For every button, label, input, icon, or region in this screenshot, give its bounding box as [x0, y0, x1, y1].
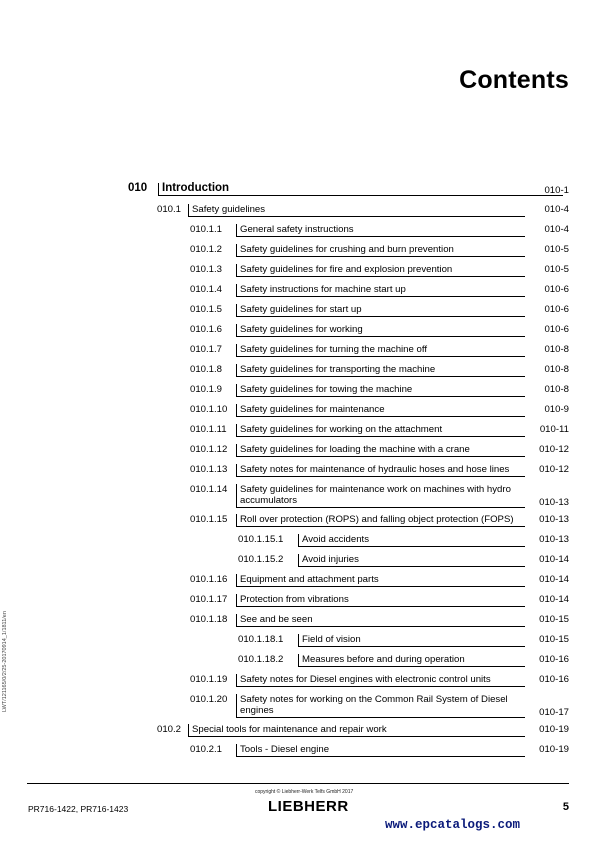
- model-numbers: PR716-1422, PR716-1423: [28, 804, 129, 814]
- toc-entry-number: 010.1.20: [190, 694, 228, 705]
- toc-entry-number: 010.1.15.1: [238, 534, 284, 545]
- toc-entry-number: 010.1: [157, 204, 182, 215]
- watermark-link[interactable]: www.epcatalogs.com: [385, 818, 521, 832]
- toc-entry-number: 010.1.18: [190, 614, 228, 625]
- toc-entry-page: 010-19: [539, 724, 569, 735]
- toc-entry-page: 010-8: [544, 384, 569, 395]
- toc-entry-number: 010.1.5: [190, 304, 223, 315]
- toc-entry-page: 010-16: [539, 654, 569, 665]
- toc-entry-label: Tools - Diesel engine: [236, 744, 525, 757]
- toc-entry-page: 010-17: [539, 707, 569, 718]
- toc-entry-label: Safety notes for working on the Common Rail System of Diesel engines: [236, 694, 525, 718]
- toc-entry-page: 010-13: [539, 514, 569, 525]
- toc-chapter-label: Introduction: [158, 183, 563, 196]
- toc-entry-page: 010-14: [539, 574, 569, 585]
- toc-entry-label: Equipment and attachment parts: [236, 574, 525, 587]
- toc-entry-number: 010.1.17: [190, 594, 228, 605]
- toc-entry-number: 010.2: [157, 724, 182, 735]
- toc-entry-number: 010.1.18.2: [238, 654, 284, 665]
- toc-entry-page: 010-4: [544, 204, 569, 215]
- toc-entry-label: Safety guidelines for fire and explosion prevention: [236, 264, 525, 277]
- toc-entry-label: Protection from vibrations: [236, 594, 525, 607]
- toc-entry-page: 010-4: [544, 224, 569, 235]
- brand-logo: LIEBHERR: [268, 798, 349, 815]
- toc-entry-number: 010.1.18.1: [238, 634, 284, 645]
- toc-entry-page: 010-19: [539, 744, 569, 755]
- toc-entry-page: 010-12: [539, 464, 569, 475]
- toc-entry-label: Safety guidelines for transporting the machine: [236, 364, 525, 377]
- toc-entry-number: 010.1.13: [190, 464, 228, 475]
- footer-divider: [27, 783, 569, 784]
- toc-entry-label: General safety instructions: [236, 224, 525, 237]
- toc-entry-label: Safety instructions for machine start up: [236, 284, 525, 297]
- toc-entry-number: 010.1.2: [190, 244, 223, 255]
- toc-entry-page: 010-6: [544, 284, 569, 295]
- toc-entry-number: 010.1.11: [190, 424, 227, 435]
- toc-entry-label: Safety guidelines for working: [236, 324, 525, 337]
- toc-entry-number: 010.1.9: [190, 384, 223, 395]
- toc-entry-page: 010-6: [544, 324, 569, 335]
- toc-entry-number: 010.1.14: [190, 484, 228, 495]
- toc-chapter-number: 010: [128, 182, 148, 194]
- toc-entry-page: 010-15: [539, 634, 569, 645]
- toc-entry-label: Avoid injuries: [298, 554, 525, 567]
- toc-entry-label: Safety guidelines for loading the machine with a crane: [236, 444, 525, 457]
- toc-entry-label: Safety guidelines for maintenance: [236, 404, 525, 417]
- toc-entry-page: 010-8: [544, 364, 569, 375]
- toc-entry-number: 010.1.15.2: [238, 554, 284, 565]
- toc-entry-page: 010-11: [539, 424, 569, 435]
- document-code: LWT/121165/0/2/25-20170914_1/1811/en: [2, 611, 8, 712]
- toc-entry-label: Avoid accidents: [298, 534, 525, 547]
- toc-entry-number: 010.1.8: [190, 364, 223, 375]
- toc-entry-page: 010-15: [539, 614, 569, 625]
- toc-entry-label: Safety guidelines for maintenance work on machines with hydro accumulators: [236, 484, 525, 508]
- toc-entry-label: Safety guidelines for start up: [236, 304, 525, 317]
- toc-entry-page: 010-8: [544, 344, 569, 355]
- toc-entry-label: See and be seen: [236, 614, 525, 627]
- toc-entry-label: Roll over protection (ROPS) and falling object protection (FOPS): [236, 514, 525, 527]
- toc-entry-number: 010.1.16: [190, 574, 228, 585]
- toc-entry-page: 010-9: [544, 404, 569, 415]
- toc-entry-page: 010-6: [544, 304, 569, 315]
- toc-entry-page: 010-5: [544, 264, 569, 275]
- toc-entry-page: 010-14: [539, 554, 569, 565]
- toc-entry-number: 010.1.10: [190, 404, 228, 415]
- toc-entry-label: Safety guidelines: [188, 204, 525, 217]
- toc-entry-number: 010.1.19: [190, 674, 228, 685]
- toc-entry-label: Safety notes for maintenance of hydraulic hoses and hose lines: [236, 464, 525, 477]
- copyright: copyright © Liebherr-Werk Telfs GmbH 2017: [255, 789, 354, 795]
- page-number: 5: [562, 801, 569, 813]
- toc-entry-label: Safety guidelines for working on the attachment: [236, 424, 525, 437]
- toc-entry-number: 010.1.1: [190, 224, 223, 235]
- toc-entry-label: Safety guidelines for crushing and burn prevention: [236, 244, 525, 257]
- toc-entry-page: 010-12: [539, 444, 569, 455]
- toc-entry-number: 010.1.3: [190, 264, 223, 275]
- toc-chapter-page: 010-1: [544, 185, 569, 196]
- toc-entry-label: Safety guidelines for towing the machine: [236, 384, 525, 397]
- toc-entry-label: Measures before and during operation: [298, 654, 525, 667]
- toc-entry-page: 010-16: [539, 674, 569, 685]
- toc-entry-page: 010-13: [539, 497, 569, 508]
- toc-entry-number: 010.1.6: [190, 324, 223, 335]
- toc-entry-label: Safety guidelines for turning the machine off: [236, 344, 525, 357]
- toc-entry-page: 010-13: [539, 534, 569, 545]
- toc-entry-label: Field of vision: [298, 634, 525, 647]
- toc-entry-number: 010.1.15: [190, 514, 228, 525]
- toc-entry-number: 010.1.12: [190, 444, 228, 455]
- toc-entry-number: 010.1.7: [190, 344, 223, 355]
- page-title: Contents: [459, 66, 569, 94]
- toc-entry-number: 010.1.4: [190, 284, 223, 295]
- toc-entry-label: Special tools for maintenance and repair work: [188, 724, 525, 737]
- toc-entry-number: 010.2.1: [190, 744, 223, 755]
- toc-entry-page: 010-14: [539, 594, 569, 605]
- toc-entry-page: 010-5: [544, 244, 569, 255]
- toc-entry-label: Safety notes for Diesel engines with electronic control units: [236, 674, 525, 687]
